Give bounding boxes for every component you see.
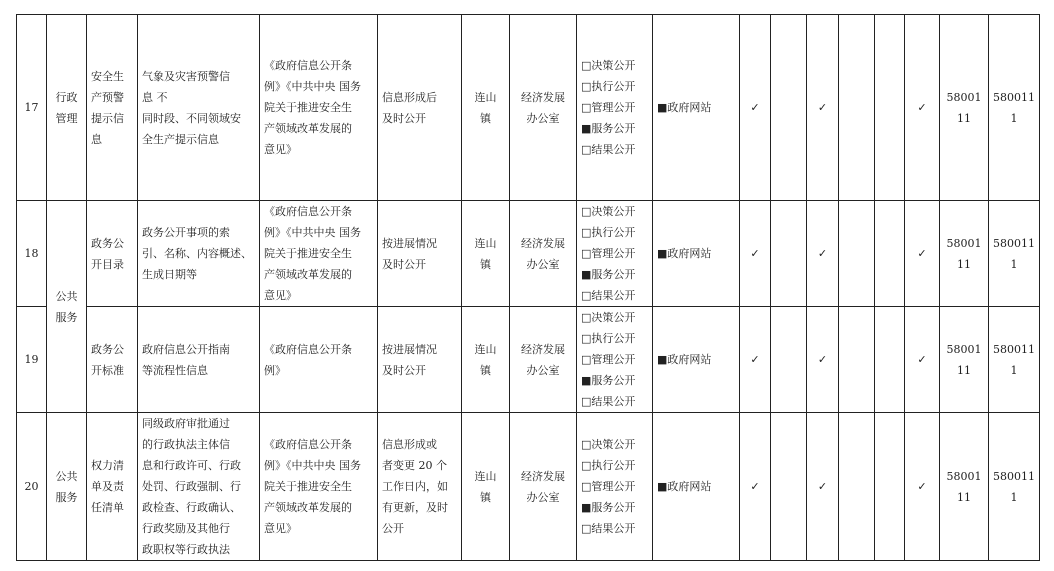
subject-cell: 连山 镇 xyxy=(462,413,510,561)
timing-cell: 按进展情况 及时公开 xyxy=(378,307,462,413)
check-mark-cell: ✓ xyxy=(905,413,940,561)
empty-mark-cell xyxy=(771,15,807,201)
merged-category-cell: 公共 服务 xyxy=(47,201,87,413)
row-number: 17 xyxy=(17,15,47,201)
empty-mark-cell xyxy=(875,307,905,413)
channel-cell: ■政府网站 xyxy=(653,201,740,307)
item-cell: 政务公 开目录 xyxy=(87,201,138,307)
decision-checkbox-label: □决策公开 xyxy=(581,311,636,324)
service-checkbox-label: ■服务公开 xyxy=(581,501,636,514)
check-mark-cell: ✓ xyxy=(905,307,940,413)
table-row xyxy=(17,307,1040,413)
empty-mark-cell xyxy=(771,201,807,307)
dept-cell: 经济发展 办公室 xyxy=(510,201,577,307)
disclosure-type-cell xyxy=(577,15,653,201)
table-row xyxy=(17,201,1040,307)
empty-mark-cell xyxy=(839,307,875,413)
timing-cell: 按进展情况 及时公开 xyxy=(378,201,462,307)
row-number: 20 xyxy=(17,413,47,561)
disclosure-type-cell xyxy=(577,201,653,307)
management-checkbox-label: □管理公开 xyxy=(581,101,636,114)
timing-cell: 信息形成后 及时公开 xyxy=(378,15,462,201)
code-cell: 58001 11 xyxy=(940,201,989,307)
channel-cell: ■政府网站 xyxy=(653,413,740,561)
management-checkbox-label: □管理公开 xyxy=(581,353,636,366)
row-number: 19 xyxy=(17,307,47,413)
code-cell: 58001 11 xyxy=(940,307,989,413)
result-checkbox-label: □结果公开 xyxy=(581,522,636,535)
code-cell: 580011 1 xyxy=(989,307,1040,413)
content-cell: 气象及灾害预警信 息 不 同时段、不同领域安 全生产提示信息 xyxy=(138,15,260,201)
dept-cell: 经济发展 办公室 xyxy=(510,413,577,561)
check-mark-cell: ✓ xyxy=(905,15,940,201)
management-checkbox-label: □管理公开 xyxy=(581,480,636,493)
empty-mark-cell xyxy=(839,413,875,561)
dept-cell: 经济发展 办公室 xyxy=(510,15,577,201)
decision-checkbox-label: □决策公开 xyxy=(581,59,636,72)
empty-mark-cell xyxy=(839,201,875,307)
basis-cell: 《政府信息公开条 例》 xyxy=(260,307,378,413)
disclosure-type-cell xyxy=(577,307,653,413)
empty-mark-cell xyxy=(875,201,905,307)
content-cell: 同级政府审批通过 的行政执法主体信 息和行政许可、行政 处罚、行政强制、行 政检查、行政确认、 行政奖励及其他行 政职权等行政执法 xyxy=(138,413,260,561)
category-cell: 行政 管理 xyxy=(47,15,87,201)
service-checkbox-label: ■服务公开 xyxy=(581,122,636,135)
table-row xyxy=(17,15,1040,201)
subject-cell: 连山 镇 xyxy=(462,201,510,307)
basis-cell: 《政府信息公开条 例》《中共中央 国务 院关于推进安全生 产领域改革发展的 意见》 xyxy=(260,413,378,561)
execution-checkbox-label: □执行公开 xyxy=(581,332,636,345)
empty-mark-cell xyxy=(875,413,905,561)
execution-checkbox-label: □执行公开 xyxy=(581,459,636,472)
result-checkbox-label: □结果公开 xyxy=(581,289,636,302)
subject-cell: 连山 镇 xyxy=(462,15,510,201)
row-number: 18 xyxy=(17,201,47,307)
decision-checkbox-label: □决策公开 xyxy=(581,438,636,451)
item-cell: 权力清 单及责 任清单 xyxy=(87,413,138,561)
empty-mark-cell xyxy=(771,307,807,413)
code-cell: 58001 11 xyxy=(940,15,989,201)
check-mark-cell: ✓ xyxy=(807,201,839,307)
disclosure-table xyxy=(16,14,1040,561)
check-mark-cell: ✓ xyxy=(905,201,940,307)
check-mark-cell: ✓ xyxy=(807,413,839,561)
service-checkbox-label: ■服务公开 xyxy=(581,268,636,281)
category-cell: 公共 服务 xyxy=(47,413,87,561)
disclosure-type-cell xyxy=(577,413,653,561)
code-cell: 580011 1 xyxy=(989,201,1040,307)
empty-mark-cell xyxy=(875,15,905,201)
content-cell: 政府信息公开指南 等流程性信息 xyxy=(138,307,260,413)
dept-cell: 经济发展 办公室 xyxy=(510,307,577,413)
code-cell: 580011 1 xyxy=(989,15,1040,201)
empty-mark-cell xyxy=(771,413,807,561)
basis-cell: 《政府信息公开条 例》《中共中央 国务 院关于推进安全生 产领域改革发展的 意见》 xyxy=(260,201,378,307)
table-row xyxy=(17,413,1040,561)
check-mark-cell: ✓ xyxy=(740,413,771,561)
content-cell: 政务公开事项的索 引、名称、内容概述、 生成日期等 xyxy=(138,201,260,307)
item-cell: 安全生 产预警 提示信 息 xyxy=(87,15,138,201)
result-checkbox-label: □结果公开 xyxy=(581,143,636,156)
empty-mark-cell xyxy=(839,15,875,201)
decision-checkbox-label: □决策公开 xyxy=(581,205,636,218)
code-cell: 58001 11 xyxy=(940,413,989,561)
check-mark-cell: ✓ xyxy=(740,201,771,307)
item-cell: 政务公 开标准 xyxy=(87,307,138,413)
check-mark-cell: ✓ xyxy=(807,15,839,201)
execution-checkbox-label: □执行公开 xyxy=(581,226,636,239)
code-cell: 580011 1 xyxy=(989,413,1040,561)
check-mark-cell: ✓ xyxy=(740,307,771,413)
execution-checkbox-label: □执行公开 xyxy=(581,80,636,93)
channel-cell: ■政府网站 xyxy=(653,307,740,413)
result-checkbox-label: □结果公开 xyxy=(581,395,636,408)
channel-cell: ■政府网站 xyxy=(653,15,740,201)
subject-cell: 连山 镇 xyxy=(462,307,510,413)
service-checkbox-label: ■服务公开 xyxy=(581,374,636,387)
basis-cell: 《政府信息公开条 例》《中共中央 国务 院关于推进安全生 产领域改革发展的 意见》 xyxy=(260,15,378,201)
management-checkbox-label: □管理公开 xyxy=(581,247,636,260)
timing-cell: 信息形成或 者变更 20 个 工作日内，如 有更新，及时 公开 xyxy=(378,413,462,561)
check-mark-cell: ✓ xyxy=(807,307,839,413)
check-mark-cell: ✓ xyxy=(740,15,771,201)
